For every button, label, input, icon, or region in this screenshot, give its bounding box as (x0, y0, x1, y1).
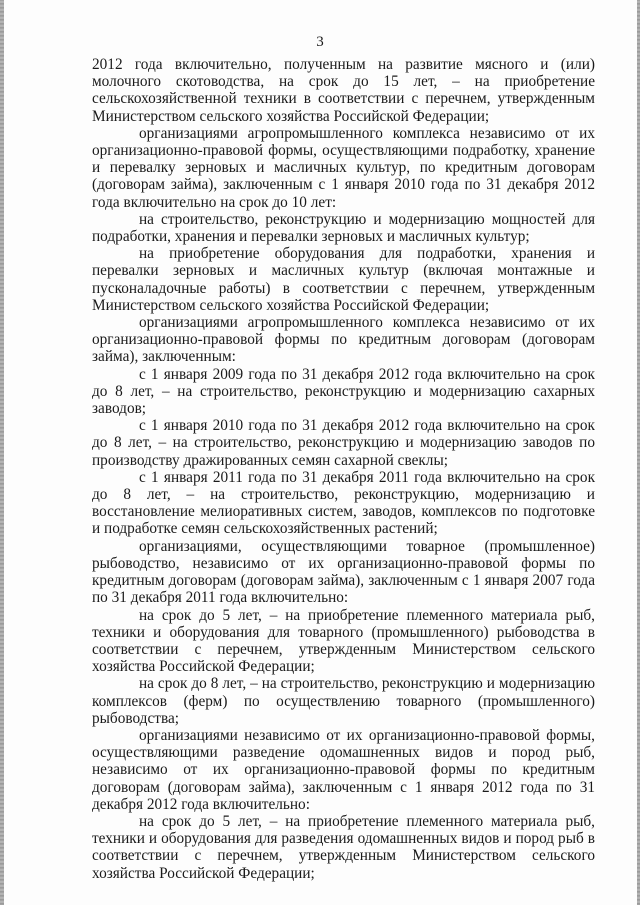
paragraph: организациями агропромышленного комплекса независимо от их организационно-правовой формы по кредитным договорам (договорам займа), заключенным: (92, 314, 595, 366)
paragraph: с 1 января 2010 года по 31 декабря 2012 года включительно на срок до 8 лет, – на строительство, реконструкцию и модернизацию заводов по производству дражированных семян сахарной свеклы; (92, 417, 595, 469)
document-body (92, 56, 595, 882)
paragraph: на срок до 8 лет, – на строительство, реконструкцию и модернизацию комплексов (ферм) по осуществлению товарного (промышленного) рыбоводства; (92, 675, 595, 727)
scan-edge-left (0, 0, 4, 905)
paragraph: организациями, осуществляющими товарное (промышленное) рыбоводство, независимо от их организационно-правовой формы по кредитным договорам (договорам займа), заключенным с 1 января 2007 года по 31 декабря 2011 года включительно: (92, 537, 595, 607)
paragraph: организациями независимо от их организационно-правовой формы, осуществляющими разведение одомашненных видов и пород рыб, независимо от их организационно-правовой формы по кредитным договорам (договорам займа), заключенным с 1 января 2012 года по 31 декабря 2012 года включительно: (92, 726, 595, 813)
page-number: 3 (316, 34, 324, 50)
paragraph: на срок до 5 лет, – на приобретение племенного материала рыб, техники и оборудования для товарного (промышленного) рыбоводства в соответствии с перечнем, утвержденным Министерством сельского хозяйства Российской Федерации; (92, 606, 595, 676)
paragraph: с 1 января 2009 года по 31 декабря 2012 года включительно на срок до 8 лет, – на строительство, реконструкцию и модернизацию сахарных заводов; (92, 365, 595, 418)
paragraph: на строительство, реконструкцию и модернизацию мощностей для подработки, хранения и перевалки зерновых и масличных культур; (92, 210, 595, 246)
paragraph: с 1 января 2011 года по 31 декабря 2011 года включительно на срок до 8 лет, – на строительство, реконструкцию, модернизацию и восстановление мелиоративных систем, заводов, комплексов по подготовке и подработке семян сельскохозяйственных растений; (92, 468, 595, 538)
paragraph: на срок до 5 лет, – на приобретение племенного материала рыб, техники и оборудования для разведения одомашненных видов и пород рыб в соответствии с перечнем, утвержденным Министерством сельского хозяйства Российской Федерации; (92, 812, 595, 882)
paragraph: на приобретение оборудования для подработки, хранения и перевалки зерновых и масличных культур (включая монтажные и пусконаладочные работы) в соответствии с перечнем, утвержденным Министерством сельского хозяйства Российской Федерации; (92, 245, 595, 314)
paragraph: 2012 года включительно, полученным на развитие мясного и (или) молочного скотоводства, на срок до 15 лет, – на приобретение сельскохозяйственной техники в соответствии с перечнем, утвержденным Министерством сельского хозяйства Российской Федерации; (92, 56, 595, 125)
paragraph: организациями агропромышленного комплекса независимо от их организационно-правовой формы, осуществляющими подработку, хранение и перевалку зерновых и масличных культур, по кредитным договорам (договорам займа), заключенным с 1 января 2010 года по 31 декабря 2012 года включительно на срок до 10 лет: (92, 124, 595, 211)
